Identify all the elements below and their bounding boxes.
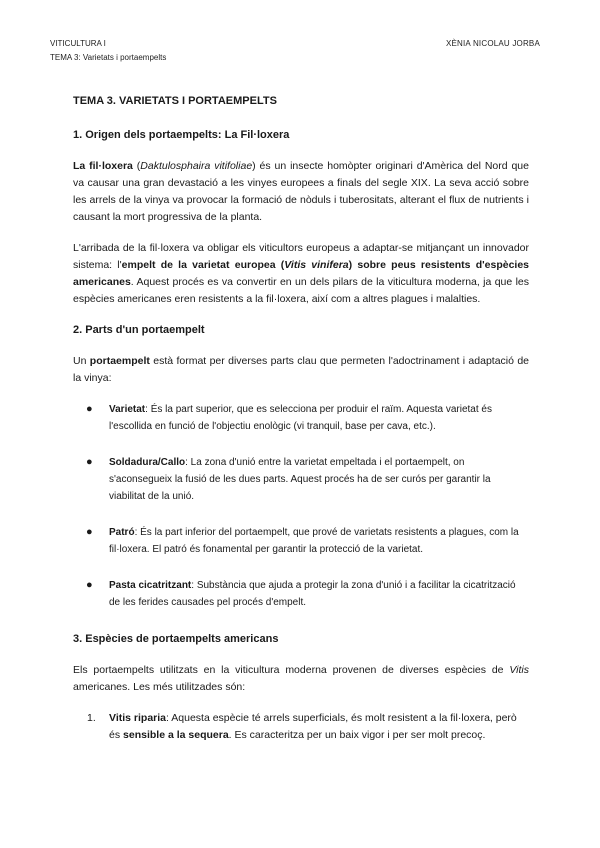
list-item: ● Pasta cicatritzant: Substància que ajuda a protegir la zona d'unió i a facilitar la cicatrització de les ferides causades pel procés d'empelt. [86,579,516,608]
list-item: ● Varietat: És la part superior, que es selecciona per produir el raïm. Aquesta varietat és l'escollida en funció de l'objectiu enològic (vi tranquil, base per cava, etc.). [86,403,492,432]
section-3-heading: 3. Espècies de portaempelts americans [73,633,279,645]
list-item: ● Patró: És la part inferior del portaempelt, que prové de varietats resistents a plagues, com la fil·loxera. El patró és fonamental per garantir la protecció de la varietat. [86,526,519,555]
bullet-icon: ● [86,403,93,415]
bullet-icon: ● [86,579,93,591]
term-filloxera: La fil·loxera [73,160,133,172]
rootstock-parts-list [73,401,529,611]
header-course: VITICULTURA I [50,39,106,48]
list-item: ● Soldadura/Callo: La zona d'unió entre la varietat empeltada i el portaempelt, on s'aconsegueix la fusió de les dues parts. Aquest procés ha de ser curós per garantir la viabilitat de la unió. [86,456,491,502]
list-item: 1. Vitis riparia: Aquesta espècie té arrels superficials, és molt resistent a la fil·loxera, però és sensible a la sequera. Es caracteritza per un baix vigor i per ser molt precoç. [87,712,517,741]
header-author: XÈNIA NICOLAU JORBA [445,39,540,48]
section-1-heading: 1. Origen dels portaempelts: La Fil·loxera [73,129,290,141]
section-1-paragraph-2: L'arribada de la fil·loxera va obligar els viticultors europeus a adaptar-se mitjançant un innovador sistema: l'empelt de la varietat europea (Vitis vinifera) sobre peus resistents d'espècies americanes. Aquest procés es va convertir en un dels pilars de la viticultura moderna, ja que les espècies americanes eren resistents a la fil·loxera, així com a altres plagues i malalties. [73,242,530,305]
bullet-icon: ● [86,526,93,538]
rootstock-species-list [73,710,529,744]
section-2-intro: Un portaempelt està format per diverses parts clau que permeten l'adoctrinament i adaptació de la vinya: [73,355,530,384]
document-title: TEMA 3. VARIETATS I PORTAEMPELTS [73,95,277,107]
scientific-name: Daktulosphaira vitifoliae [140,160,253,172]
section-3-intro: Els portaempelts utilitzats en la viticultura moderna provenen de diverses espècies de Vitis americanes. Les més utilitzades són: [73,664,529,693]
bullet-icon: ● [86,456,93,468]
header-topic: TEMA 3: Varietats i portaempelts [50,53,167,62]
document-body [73,93,529,744]
section-1-paragraph-1: La fil·loxera (Daktulosphaira vitifoliae) és un insecte homòpter originari d'Amèrica del Nord que va causar una gran devastació a les vinyes europees a finals del segle XIX. La seva acció sobre les arrels de la vinya va provocar la formació de nòduls i tuberositats, alterant el flux de nutrients i causant la mort progressiva de la planta. [73,160,529,223]
section-2-heading: 2. Parts d'un portaempelt [73,324,205,336]
